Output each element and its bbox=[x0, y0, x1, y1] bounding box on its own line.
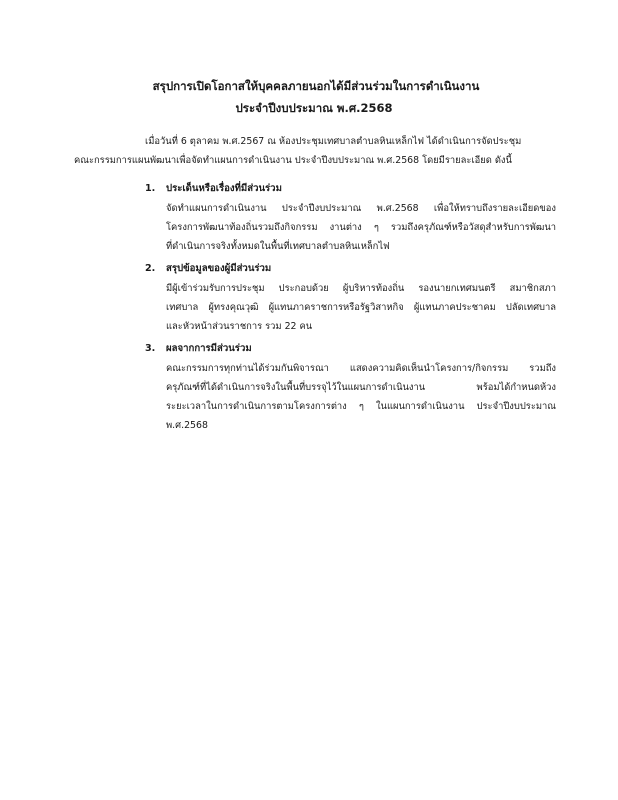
section-2-heading bbox=[145, 260, 271, 278]
section-1-number: 1. bbox=[145, 183, 156, 194]
section-3-number: 3. bbox=[145, 343, 156, 354]
section-1-heading bbox=[145, 180, 282, 198]
section-3-line: ระยะเวลาในการดำเนินการตามโครงการต่าง ๆ ในแผนการดำเนินงาน ประจำปีงบประมาณ bbox=[166, 401, 556, 412]
document-title-line-1: สรุปการเปิดโอกาสให้บุคคลภายนอกได้มีส่วนร่วมในการดำเนินงาน bbox=[152, 79, 480, 93]
document-title-line-2: ประจำปีงบประมาณ พ.ศ.2568 bbox=[235, 101, 393, 115]
section-2-line: เทศบาล ผู้ทรงคุณวุฒิ ผู้แทนภาคราชการหรือรัฐวิสาหกิจ ผู้แทนภาคประชาคม ปลัดเทศบาล bbox=[166, 302, 556, 313]
section-2-number: 2. bbox=[145, 263, 156, 274]
section-2-line: และหัวหน้าส่วนราชการ รวม 22 คน bbox=[166, 321, 313, 332]
section-2-line: มีผู้เข้าร่วมรับการประชุม ประกอบด้วย ผู้บริหารท้องถิ่น รองนายกเทศมนตรี สมาชิกสภา bbox=[166, 283, 556, 294]
section-1-line: ที่ดำเนินการจริงทั้งหมดในพื้นที่เทศบาลตำบลหินเหล็กไฟ bbox=[166, 241, 390, 252]
section-1-paragraph bbox=[166, 199, 556, 256]
section-1-title: ประเด็นหรือเรื่องที่มีส่วนร่วม bbox=[166, 183, 282, 194]
intro-line-1: เมื่อวันที่ 6 ตุลาคม พ.ศ.2567 ณ ห้องประชุมเทศบาลตำบลหินเหล็กไฟ ได้ดำเนินการจัดประชุม bbox=[145, 136, 522, 147]
section-1-line: จัดทำแผนการดำเนินงาน ประจำปีงบประมาณ พ.ศ.2568 เพื่อให้ทราบถึงรายละเอียดของ bbox=[166, 203, 556, 214]
section-1-line: โครงการพัฒนาท้องถิ่นรวมถึงกิจกรรม งานต่าง ๆ รวมถึงครุภัณฑ์หรือวัสดุสำหรับการพัฒนา bbox=[166, 222, 556, 233]
section-3-heading bbox=[145, 340, 252, 358]
section-2-paragraph bbox=[166, 279, 556, 336]
section-3-line: ครุภัณฑ์ที่ได้ดำเนินการจริงในพื้นที่บรรจุไว้ในแผนการดำเนินงาน พร้อมได้กำหนดห้วง bbox=[166, 382, 556, 393]
section-2-title: สรุปข้อมูลของผู้มีส่วนร่วม bbox=[166, 263, 272, 274]
section-3-line: พ.ศ.2568 bbox=[166, 420, 208, 431]
section-3-line: คณะกรรมการทุกท่านได้ร่วมกันพิจารณา แสดงความคิดเห็นนำโครงการ/กิจกรรม รวมถึง bbox=[166, 363, 556, 374]
section-3-title: ผลจากการมีส่วนร่วม bbox=[166, 343, 252, 354]
section-3-paragraph bbox=[166, 359, 556, 435]
intro-line-2: คณะกรรมการแผนพัฒนาเพื่อจัดทำแผนการดำเนินงาน ประจำปีงบประมาณ พ.ศ.2568 โดยมีรายละเอียด ดังนี้ bbox=[74, 155, 512, 166]
